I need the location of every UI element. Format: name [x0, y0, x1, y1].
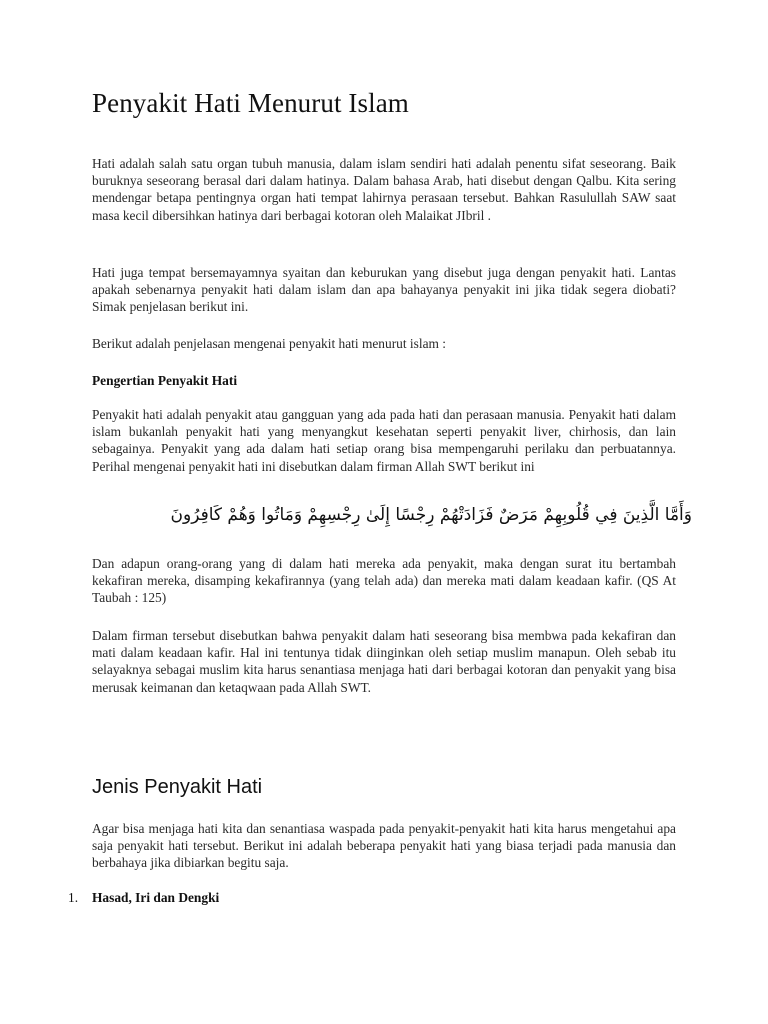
- section-intro-paragraph: Agar bisa menjaga hati kita dan senantiasa waspada pada penyakit-penyakit hati kita harus mengetahui apa saja penyakit hati tersebut. Berikut ini adalah beberapa penyakit hati yang biasa terjadi pada manusia dan berbahaya jika dibiarkan begitu saja.: [92, 821, 676, 871]
- section-title-jenis: Jenis Penyakit Hati: [92, 776, 263, 798]
- page-title: Penyakit Hati Menurut Islam: [92, 88, 409, 118]
- list-item: [68, 890, 219, 906]
- verse-translation-paragraph: Dan adapun orang-orang yang di dalam hati mereka ada penyakit, maka dengan surat itu bertambah kekafiran mereka, disamping kekafirannya (yang telah ada) dan mereka mati dalam keadaan kafir. (QS At Taubah : 125): [92, 556, 676, 606]
- third-paragraph: Berikut adalah penjelasan mengenai penyakit hati menurut islam :: [92, 336, 446, 351]
- list-item-label: Hasad, Iri dan Dengki: [92, 890, 220, 905]
- second-paragraph: Hati juga tempat bersemayamnya syaitan dan keburukan yang disebut juga dengan penyakit hati. Lantas apakah sebenarnya penyakit hati dalam islam dan apa bahayanya penyakit ini jika tidak segera diobati? Simak penjelasan berikut ini.: [92, 265, 676, 315]
- commentary-paragraph: Dalam firman tersebut disebutkan bahwa penyakit dalam hati seseorang bisa membwa pada kekafiran dan mati dalam keadaan kafir. Hal ini tentunya tidak diinginkan oleh setiap muslim manapun. Oleh sebab itu selayaknya sebagai muslim kita harus senantiasa menjaga hati dari berbagai kotoran dan penyakit yang bisa merusak keimanan dan ketaqwaan pada Allah SWT.: [92, 628, 676, 695]
- list-item-number: 1.: [68, 890, 79, 905]
- subheading-pengertian: Pengertian Penyakit Hati: [92, 373, 238, 388]
- definition-paragraph: Penyakit hati adalah penyakit atau gangguan yang ada pada hati dan perasaan manusia. Penyakit hati dalam islam bukanlah penyakit hati yang menyangkut kesehatan seperti penyakit liver, chirhosis, dan lain sebagainya. Penyakit yang ada dalam hati setiap orang bisa mempengaruhi perilaku dan perbuatannya. Perihal mengenai penyakit hati ini disebutkan dalam firman Allah SWT berikut ini: [92, 407, 676, 474]
- quran-verse-arabic: وَأَمَّا الَّذِينَ فِي قُلُوبِهِمْ مَرَضٌ فَزَادَتْهُمْ رِجْسًا إِلَىٰ رِجْسِهِمْ وَمَاتُوا وَهُمْ كَافِرُونَ: [170, 505, 692, 525]
- intro-paragraph: Hati adalah salah satu organ tubuh manusia, dalam islam sendiri hati adalah penentu sifat seseorang. Baik buruknya seseorang berasal dari dalam hatinya. Dalam bahasa Arab, hati disebut dengan Qalbu. Kita sering mendengar betapa pentingnya organ hati tempat lahirnya perasaan tersebut. Bahkan Rasulullah SAW saat masa kecil dibersihkan hatinya dari berbagai kotoran oleh Malaikat JIbril .: [92, 156, 676, 223]
